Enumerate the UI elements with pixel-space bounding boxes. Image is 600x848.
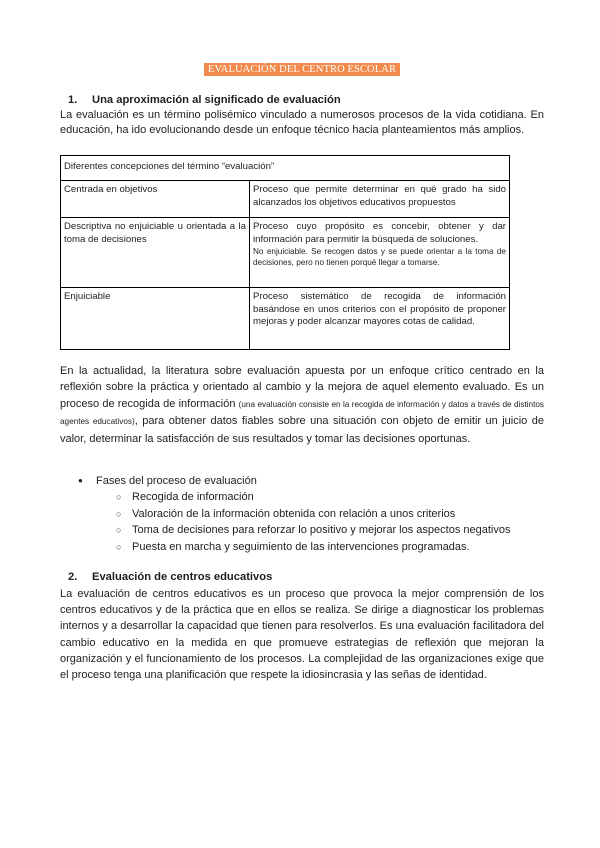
section-1-title: Una aproximación al significado de evaluación [92,94,341,106]
section-2-title: Evaluación de centros educativos [92,571,273,583]
table-cell-definition: Proceso que permite determinar en qué grado ha sido alcanzados los objetivos educativos propuestos [250,181,510,218]
concepts-table [60,155,510,350]
table-cell-definition [250,218,510,288]
paragraph-2-part2: , para obtener datos fiables sobre una situación con objeto de emitir un juicio de valor, determinar la satisfacción de sus resultados y tomar las decisiones oportunas. [60,415,545,445]
phases-list [78,473,510,555]
phases-label: Fases del proceso de evaluación [96,475,257,487]
table-row [61,181,510,218]
section-2-number: 2. [68,571,78,583]
phases-sublist [96,489,510,555]
definition-note: No enjuiciable. Se recogen datos y se puede orientar a la toma de decisiones, pero no tienen porqué llegar a tomarse. [253,247,506,268]
paragraph-2 [60,363,544,447]
table-row [61,288,510,350]
table-cell-concept: Descriptiva no enjuiciable u orientada a la toma de decisiones [61,218,250,288]
document-title: EVALUACIÓN DEL CENTRO ESCOLAR [204,63,400,76]
section-2-heading [68,571,272,583]
table-header: Diferentes concepciones del término “evaluación” [61,156,510,181]
section-2-body: La evaluación de centros educativos es un proceso que provoca la mejor comprensión de los centros educativos y de la práctica que en ellos se realiza. Se dirige a diagnosticar los problemas internos y a desarrollar la capacidad que tienen para resolverlos. Es una evaluación facilitadora del cambio educativo en la medida en que promueve estrategias de reflexión que mejoran la organización y el funcionamiento de los procesos. La complejidad de las organizaciones exige que el proceso tenga una planificación que respete la idiosincrasia y las señas de identidad. [60,588,544,682]
table-cell-concept: Centrada en objetivos [61,181,250,218]
section-1-number: 1. [68,94,78,106]
definition-text: Proceso cuyo propósito es concebir, obtener y dar información para permitir la búsqueda de soluciones. [253,221,506,245]
list-item [78,473,510,555]
table-header-row [61,156,510,181]
paragraph-2-aside: (una evaluación consiste en la recogida de información y datos a través de distintos agentes educativos) [60,399,544,427]
list-item: ○ Toma de decisiones para reforzar lo positivo y mejorar los aspectos negativos [96,522,510,538]
list-item: ○ Puesta en marcha y seguimiento de las intervenciones programadas. [96,539,510,555]
list-item: ○ Recogida de información [96,489,510,505]
table-cell-concept: Enjuiciable [61,288,250,350]
title-wrap [60,59,544,77]
section-1-intro: La evaluación es un término polisémico vinculado a numerosos procesos de la vida cotidiana. En educación, ha ido evolucionando desde un enfoque técnico hacia planteamientos más amplios. [60,109,544,137]
paragraph-2-part1: En la actualidad, la literatura sobre evaluación apuesta por un enfoque crítico centrado en la reflexión sobre la práctica y orientado al cambio y la mejora de aquel elemento evaluado. Es un proceso de recogida de información [60,365,544,410]
table-cell-definition: Proceso sistemático de recogida de información basándose en unos criterios con el propósito de proponer mejoras y poder alcanzar mayores cotas de calidad. [250,288,510,350]
list-item: ○ Valoración de la información obtenida con relación a unos criterios [96,506,510,522]
table-row [61,218,510,288]
section-1-heading [68,94,341,106]
